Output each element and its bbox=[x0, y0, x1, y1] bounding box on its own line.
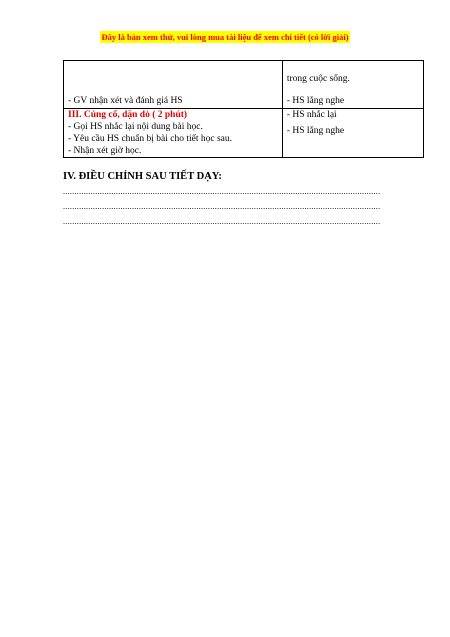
lesson-table bbox=[63, 60, 424, 158]
student-activity-text: - HS lắng nghe bbox=[286, 96, 345, 106]
table-row bbox=[64, 109, 424, 158]
student-activity-text: - HS lắng nghe bbox=[286, 126, 345, 136]
dotted-line: .......................................................................................................................................... bbox=[63, 202, 381, 211]
preview-banner bbox=[0, 27, 450, 45]
table-cell bbox=[282, 109, 423, 158]
student-activity-text: - HS nhắc lại bbox=[286, 110, 337, 120]
preview-banner-text: Đây là bản xem thử, vui lòng mua tài liệu để xem chi tiết (có lời giải) bbox=[101, 32, 349, 42]
table-cell bbox=[64, 61, 283, 109]
teacher-activity-text: - Gọi HS nhắc lại nội dung bài học. bbox=[68, 122, 203, 132]
section-heading: III. Củng cố, dặn dò ( 2 phút) bbox=[68, 110, 188, 120]
teacher-activity-text: - Yêu cầu HS chuẩn bị bài cho tiết học sau. bbox=[68, 134, 233, 144]
section-title: IV. ĐIỀU CHỈNH SAU TIẾT DẠY: bbox=[63, 171, 222, 182]
table-row bbox=[64, 61, 424, 109]
dotted-line: .......................................................................................................................................... bbox=[63, 187, 381, 196]
teacher-activity-text: - Nhận xét giờ học. bbox=[68, 146, 142, 156]
table-cell bbox=[64, 109, 283, 158]
table-cell bbox=[282, 61, 423, 109]
dotted-line: .......................................................................................................................................... bbox=[63, 217, 381, 226]
student-activity-text: trong cuộc sống. bbox=[286, 74, 350, 84]
teacher-activity-text: - GV nhận xét và đánh giá HS bbox=[68, 96, 183, 106]
